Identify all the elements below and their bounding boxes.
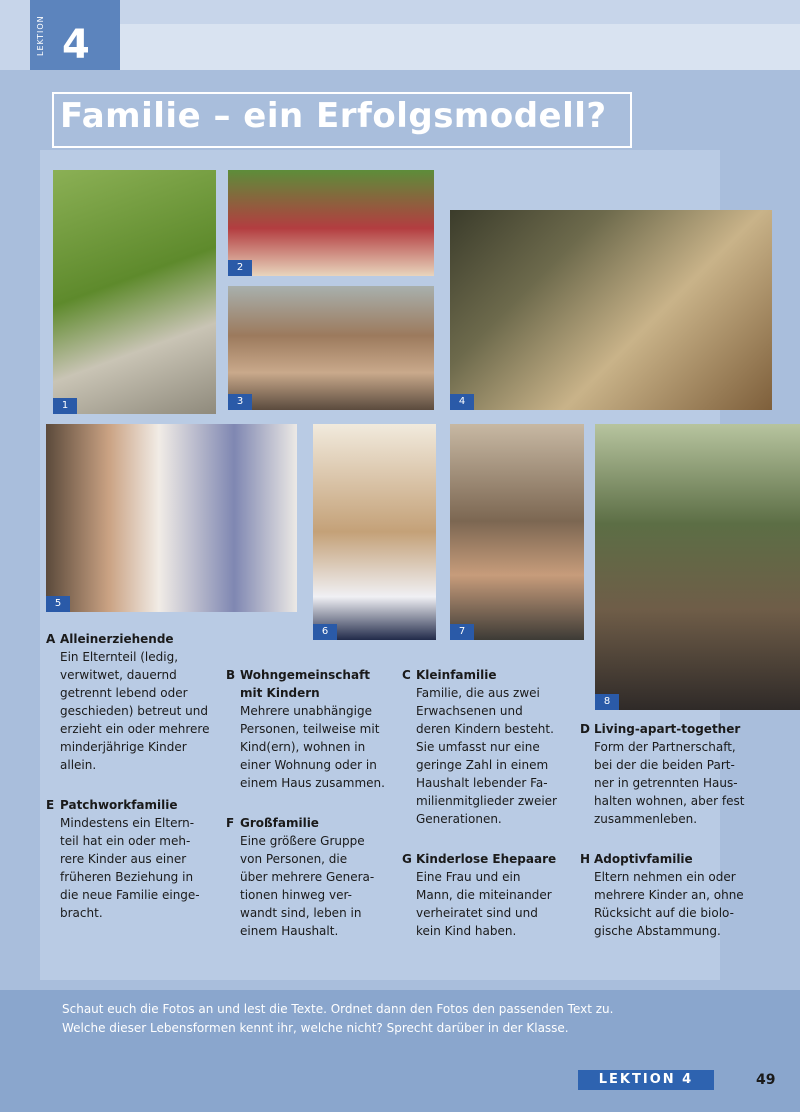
lektion-vertical-label: LEKTION [36, 15, 45, 56]
entry-heading: Großfamilie [240, 816, 319, 830]
entry-letter: B [226, 668, 236, 682]
entry-text: Eine Frau und ein Mann, die miteinander verheiratet sind und kein Kind haben. [416, 870, 552, 938]
entry-letter: E [46, 798, 55, 812]
entry-heading: Kleinfamilie [416, 668, 497, 682]
entry-text: Familie, die aus zwei Erwachsenen und deren Kindern besteht. Sie umfasst nur eine geringe Zahl in einem Haushalt lebender Fa- milienmitglieder zweier Generationen. [416, 686, 557, 826]
entry-heading: Kinderlose Ehepaare [416, 852, 557, 866]
photo-number: 1 [53, 398, 77, 414]
photo-number: 5 [46, 596, 70, 612]
photo-number: 7 [450, 624, 474, 640]
entry-heading: Living-apart-together [594, 722, 741, 736]
photo-6 [313, 424, 436, 640]
entry-letter: D [580, 722, 590, 736]
header-strip [120, 24, 800, 70]
page-title: Familie – ein Erfolgsmodell? [60, 96, 607, 136]
entry-letter: C [402, 668, 411, 682]
entry-letter: F [226, 816, 235, 830]
photo-number: 4 [450, 394, 474, 410]
footer-lektion-label: LEKTION 4 [578, 1070, 714, 1090]
photo-5 [46, 424, 297, 612]
entry-heading: Alleinerziehende [60, 632, 174, 646]
photo-1 [53, 170, 216, 414]
entry-text: Mehrere unabhängige Personen, teilweise mit Kind(ern), wohnen in einer Wohnung oder in einem Haus zusammen. [240, 704, 385, 790]
entry-heading: Wohngemeinschaft mit Kindern [240, 668, 371, 700]
photo-number: 6 [313, 624, 337, 640]
entry-text: Ein Elternteil (ledig, verwitwet, dauernd getrennt lebend oder geschieden) betreut und erzieht ein oder mehrere minderjährige Kinder allein. [60, 650, 210, 772]
entry-heading: Adoptivfamilie [594, 852, 693, 866]
photo-2 [228, 170, 434, 276]
photo-8 [595, 424, 800, 710]
photo-3 [228, 286, 434, 410]
entry-text: Eine größere Gruppe von Personen, die über mehrere Genera- tionen hinweg ver- wandt sind, leben in einem Haushalt. [240, 834, 375, 938]
entry-heading: Patchworkfamilie [60, 798, 178, 812]
task-instruction: Schaut euch die Fotos an und lest die Texte. Ordnet dann den Fotos den passenden Text zu. Welche dieser Lebensformen kennt ihr, welche nicht? Sprecht darüber in der Klasse. [62, 1002, 614, 1035]
page-number: 49 [756, 1072, 776, 1088]
entry-letter: A [46, 632, 56, 646]
entry-text: Eltern nehmen ein oder mehrere Kinder an, ohne Rücksicht auf die biolo- gische Abstammung. [594, 870, 744, 938]
entry-letter: H [580, 852, 591, 866]
lektion-number: 4 [62, 22, 90, 68]
photo-7 [450, 424, 584, 640]
photo-number: 8 [595, 694, 619, 710]
entry-text: Mindestens ein Eltern- teil hat ein oder meh- rere Kinder aus einer früheren Beziehung in die neue Familie einge- bracht. [60, 816, 200, 920]
photo-number: 2 [228, 260, 252, 276]
photo-4 [450, 210, 772, 410]
photo-number: 3 [228, 394, 252, 410]
lektion-tab [30, 0, 120, 70]
entry-letter: G [402, 852, 412, 866]
entry-text: Form der Partnerschaft, bei der die beiden Part- ner in getrennten Haus- halten wohnen, aber fest zusammenleben. [594, 740, 745, 826]
